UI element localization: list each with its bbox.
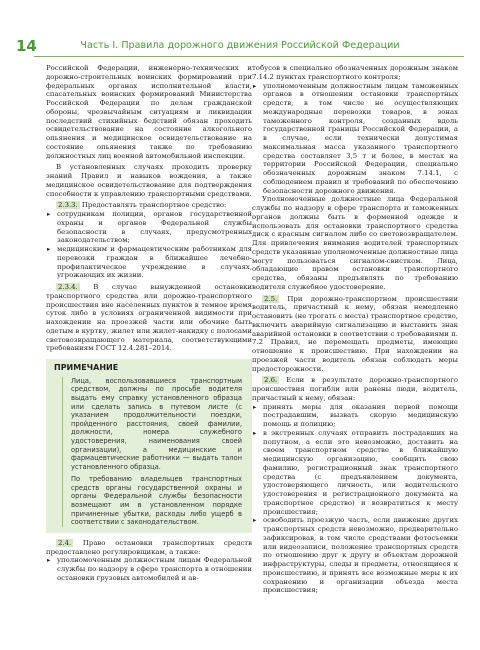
- list-continuation: тобусов в специально обозначенных дорожным знаком 7.14.2 пунктах транспортного контроля;: [252, 64, 458, 81]
- section-number: 2.4.: [58, 538, 72, 547]
- bullet-list: [252, 82, 458, 196]
- note-paragraph: По требованию владельцев транспортных средств органы государственной охраны и органы Федеральной службы безопасности возмещают им в установленном порядке причиненные убытки, расходы либо ущерб в соответствии с законодательством.: [71, 475, 242, 527]
- list-item: ▸ медицинским и фармацевтическим работникам для перевозки граждан в ближайшее лечебно-профилактическое учреждение в случаях, угрожающих их жизни.: [46, 245, 252, 280]
- section-2-5: 2.5. При дорожно-транспортном происшествии водитель, причастный к нему, обязан немедленно остановить (не трогать с места) транспортное средство, включить аварийную сигнализацию и выставить знак аварийной остановки в соответствии с требованиями п. 7.2 Правил, не перемещать предметы, имеющие отношение к происшествию. При нахождении на проезжей части водитель обязан соблюдать меры предосторожности.: [252, 294, 458, 373]
- page-number: 14: [16, 37, 37, 55]
- section-2-4: 2.4. Право остановки транспортных средств предоставлено регулировщикам, а также:: [46, 538, 252, 556]
- bullet-list: [46, 210, 252, 280]
- section-number: 2.5.: [264, 294, 278, 303]
- list-item: ▸ освободить проезжую часть, если движение других транспортных средств невозможно, предварительно зафиксировав, в том числе средствами фотосъемки или видеозаписи, положение транспортных средств по отношению друг к другу и объектам дорожной инфраструктуры, следы и предметы, относящиеся к происшествию, и принять все возможные меры к их сохранению и организации объезда места происшествия;: [252, 516, 458, 595]
- note-heading: ПРИМЕЧАНИЕ: [54, 363, 119, 372]
- left-column: [46, 64, 252, 583]
- bullet-list: [46, 556, 252, 582]
- paragraph-knowledge-check: В установленных случаях проходить проверку знаний Правил и навыков вождения, а также медицинское освидетельствование для подтверждения способности к управлению транспортными средствами.: [46, 163, 252, 198]
- list-item: ▸ принять меры для оказания первой помощи пострадавшим, вызвать скорую медицинскую помощь и полицию;: [252, 403, 458, 429]
- section-2-6: 2.6. Если в результате дорожно-транспортного происшествия погибли или ранены люди, водитель, причастный к нему, обязан:: [252, 376, 458, 402]
- section-2-3-4: 2.3.4. В случае вынужденной остановки транспортного средства или дорожно-транспортного происшествия вне населенных пунктов в темное время суток либо в условиях ограниченной видимости при нахождении на проезжей части или обочине быть одетым в куртку, жилет или жилет-накидку с полосами световозвращающего материала, соответствующими требованиям ГОСТ 12.4.281–2014.: [46, 283, 252, 353]
- section-2-3-3: 2.3.3. Предоставлять транспортное средство:: [58, 201, 227, 210]
- list-item: ▸ уполномоченным должностным лицам Федеральной службы по надзору в сфере транспорта в отношении остановки грузовых автомобилей и ав-: [46, 556, 252, 582]
- section-number: 2.3.3.: [58, 201, 78, 210]
- section-number: 2.3.4.: [58, 283, 78, 291]
- list-item: ▸ сотрудникам полиции, органов государственной охраны и органов Федеральной службы безопасности в случаях, предусмотренных законодательством;: [46, 210, 252, 245]
- note-box: [46, 359, 252, 533]
- list-item: ▸ в экстренных случаях отправить пострадавших на попутном, а если это невозможно, доставить на своем транспортном средстве в ближайшую медицинскую организацию, сообщить свою фамилию, регистрационный знак транспортного средства (с предъявлением документа, удостоверяющего личность, или водительского удостоверения и регистрационного документа на транспортное средство) и возвратиться к месту происшествия;: [252, 429, 458, 517]
- note-paragraph: Лица, воспользовавшиеся транспортным средством, должны по просьбе водителя выдать ему справку установленного образца или сделать запись в путевом листе (с указанием продолжительности поездки, пройденного расстояния, своей фамилии, должности, номера служебного удостоверения, наименования своей организации), а медицинские и фармацевтические работники — выдать талон установленного образца.: [71, 376, 242, 471]
- paragraph-continued: Российской Федерации, инженерно-технических и дорожно-строительных воинских формирований при федеральных органах исполнительной власти, спасательных воинских формирований Министерства Российской Федерации по делам гражданской обороны, чрезвычайным ситуациям и ликвидации последствий стихийных бедствий обязан проходить освидетельствование на состояние алкогольного опьянения и медицинское освидетельствование на состояние опьянения также по требованию должностных лиц военной автомобильной инспекции.: [46, 64, 252, 160]
- note-body: [62, 377, 242, 527]
- running-title: Часть I. Правила дорожного движения Российской Федерации: [80, 40, 400, 51]
- header-divider: [34, 56, 464, 57]
- page-header: [0, 0, 480, 60]
- right-column: [252, 64, 458, 595]
- bullet-list: [252, 403, 458, 596]
- list-item: ▸ уполномоченным должностным лицам таможенных органов в отношении остановки транспортных средств, в том числе не осуществляющих международные перевозки товаров, в зонах таможенного контроля, созданных вдоль государственной границы Российской Федерации, а в случае, если технически допустимая максимальная масса указанного транспортного средства составляет 3,5 т и более, в местах на территории Российской Федерации, специально обозначенных дорожным знаком 7.14.1, с соблюдением правил и требований по обеспечению безопасности дорожного движения.: [252, 82, 458, 196]
- paragraph-officials: Уполномоченные должностные лица Федеральной службы по надзору в сфере транспорта и таможенных органов должны быть в форменной одежде и использовать для остановки транспортного средства диск с красным сигналом либо со световозвращателем. Для привлечения внимания водителей транспортных средств указанные уполномоченные должностные лица могут пользоваться сигналом-свистком. Лица, обладающие правом остановки транспортного средства, обязаны предъявлять по требованию водителя служебное удостоверение.: [252, 195, 458, 291]
- section-number: 2.6.: [264, 376, 278, 385]
